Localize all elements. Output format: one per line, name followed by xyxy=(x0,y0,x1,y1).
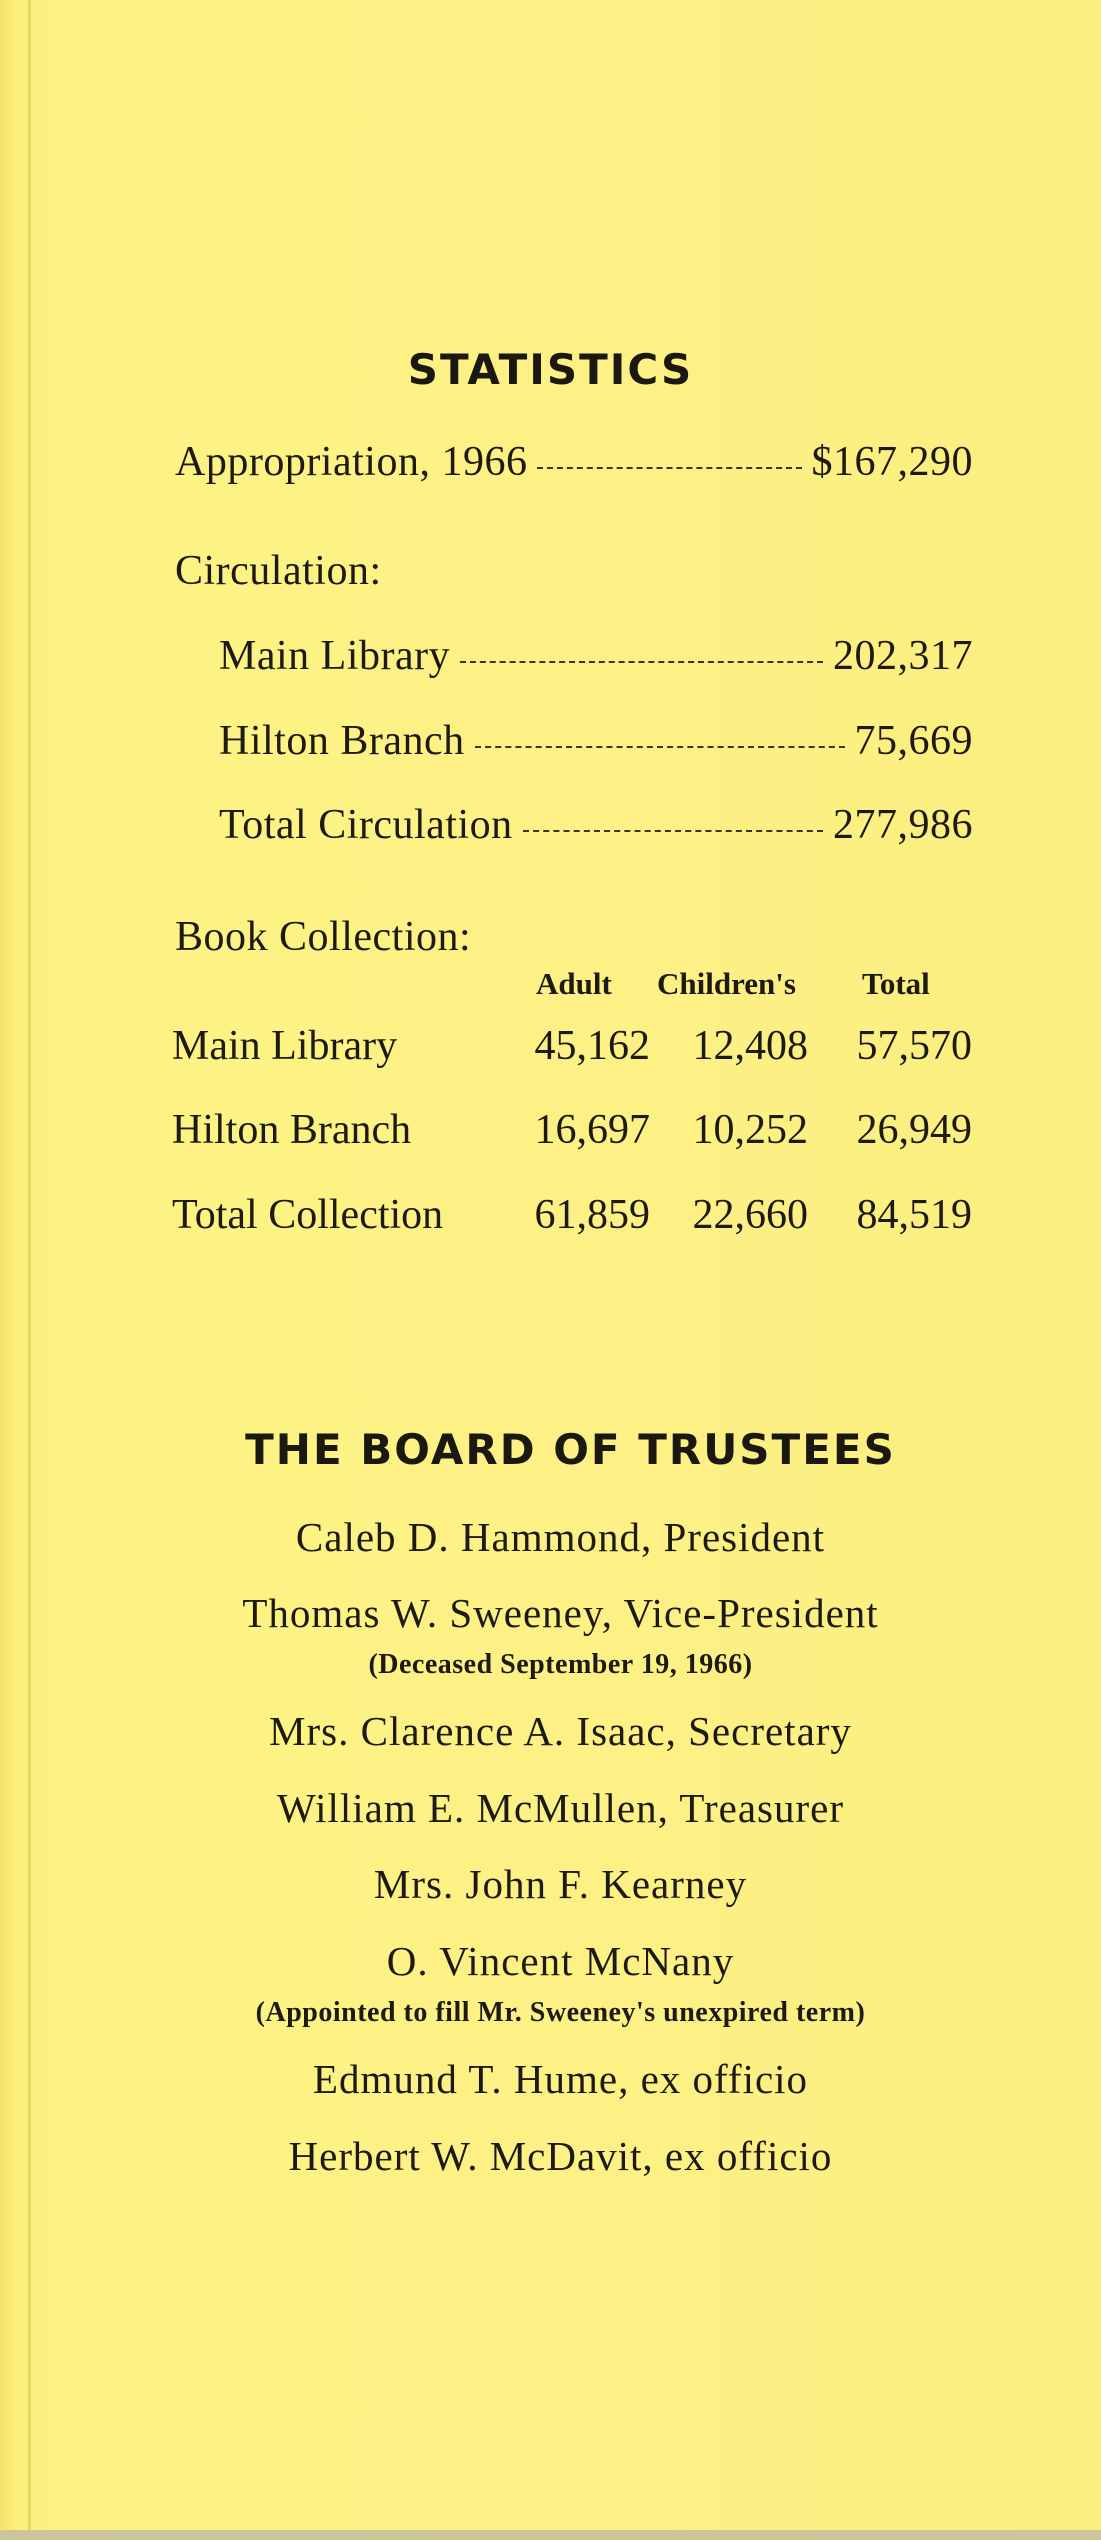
collection-row xyxy=(172,1022,972,1082)
trustee-entry: Mrs. Clarence A. Isaac, Secretary xyxy=(269,1708,852,1754)
trustee-entry: Mrs. John F. Kearney xyxy=(373,1861,748,1907)
collection-row-label: Total Collection xyxy=(172,1192,444,1238)
children-count: 22,660 xyxy=(692,1192,808,1238)
page-bottom-edge xyxy=(0,2530,1101,2540)
trustee-note: (Appointed to fill Mr. Sweeney's unexpired term) xyxy=(255,1997,866,2028)
column-header-children: Children's xyxy=(657,966,796,1001)
statistics-heading: STATISTICS xyxy=(407,345,694,394)
circulation-value: 277,986 xyxy=(833,802,973,848)
children-count: 12,408 xyxy=(692,1023,808,1069)
collection-row xyxy=(172,1106,972,1166)
trustee-entry: O. Vincent McNany xyxy=(386,1938,735,1984)
leader-dots xyxy=(475,746,845,748)
circulation-value: 75,669 xyxy=(854,718,973,764)
leader-dots xyxy=(537,467,801,469)
children-count: 10,252 xyxy=(692,1107,808,1153)
leader-dots xyxy=(523,830,823,832)
collection-row xyxy=(172,1191,972,1251)
trustee-entry: William E. McMullen, Treasurer xyxy=(277,1785,844,1831)
circulation-label: Total Circulation xyxy=(219,802,513,848)
leader-dots xyxy=(460,661,823,663)
trustee-entry: Caleb D. Hammond, President xyxy=(295,1514,826,1560)
book-collection-heading: Book Collection: xyxy=(175,914,472,960)
adult-count: 16,697 xyxy=(534,1107,650,1153)
adult-count: 45,162 xyxy=(534,1023,650,1069)
circulation-row xyxy=(219,632,973,680)
trustees-heading: THE BOARD OF TRUSTEES xyxy=(245,1425,896,1474)
appropriation-value: $167,290 xyxy=(811,439,973,485)
column-header-total: Total xyxy=(862,966,930,1001)
trustee-note: (Deceased September 19, 1966) xyxy=(368,1649,753,1680)
circulation-label: Hilton Branch xyxy=(219,718,465,764)
circulation-row xyxy=(219,801,973,849)
adult-count: 61,859 xyxy=(534,1192,650,1238)
circulation-value: 202,317 xyxy=(833,633,973,679)
circulation-row xyxy=(219,717,973,765)
appropriation-row xyxy=(175,438,973,486)
trustee-entry: Herbert W. McDavit, ex officio xyxy=(288,2133,833,2179)
total-count: 84,519 xyxy=(856,1192,972,1238)
trustee-entry: Edmund T. Hume, ex officio xyxy=(312,2056,809,2102)
collection-row-label: Hilton Branch xyxy=(172,1107,412,1153)
column-header-adult: Adult xyxy=(536,966,612,1001)
circulation-heading: Circulation: xyxy=(175,548,382,594)
collection-row-label: Main Library xyxy=(172,1023,398,1069)
total-count: 57,570 xyxy=(856,1023,972,1069)
appropriation-label: Appropriation, 1966 xyxy=(175,439,528,485)
trustee-entry: Thomas W. Sweeney, Vice-President xyxy=(242,1590,879,1636)
circulation-label: Main Library xyxy=(219,633,451,679)
total-count: 26,949 xyxy=(856,1107,972,1153)
